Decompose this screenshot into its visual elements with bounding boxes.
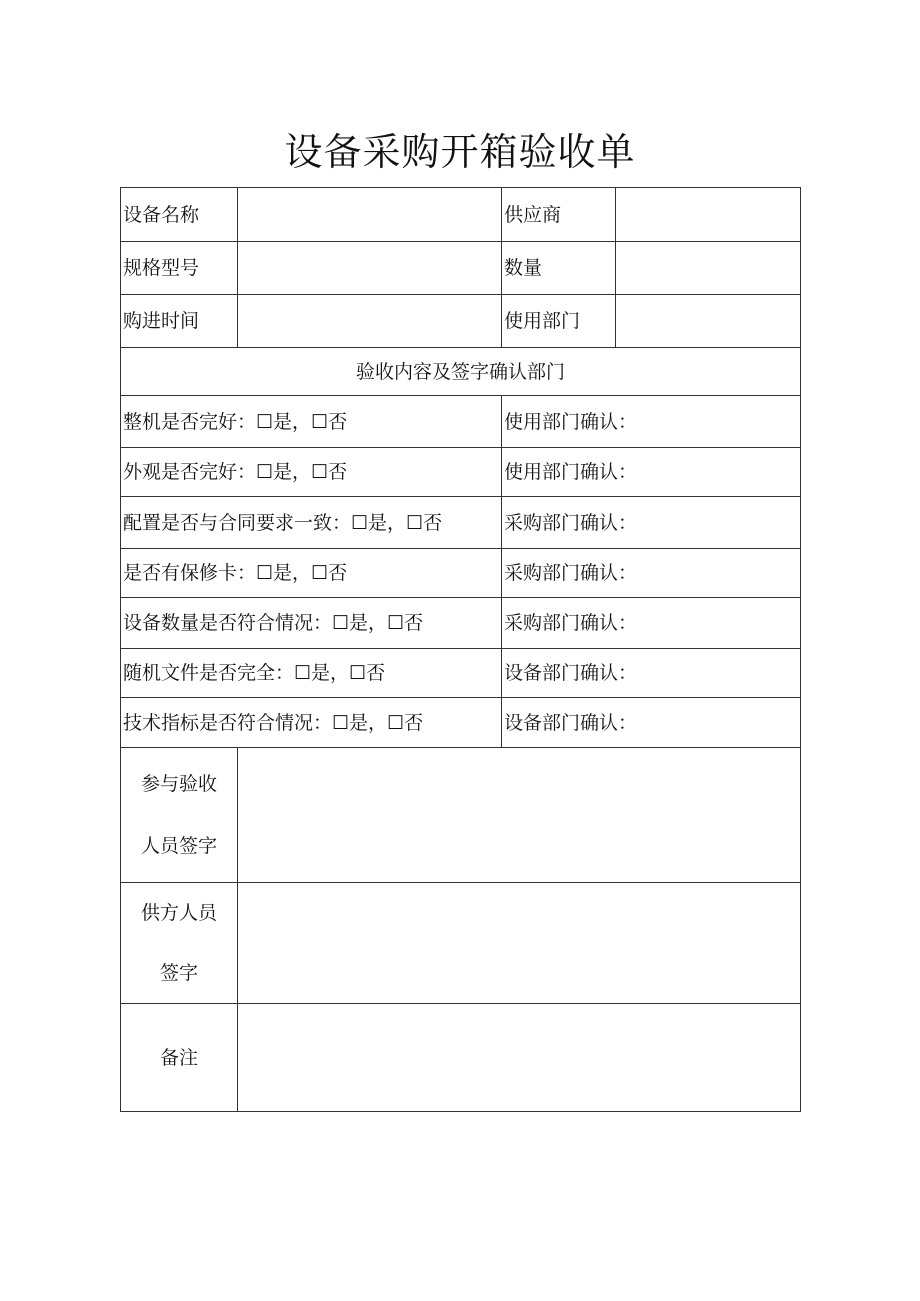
check-confirm-equipment-dept[interactable]: 设备部门确认： bbox=[502, 649, 801, 698]
info-row-equipment-name bbox=[121, 188, 801, 242]
check-row bbox=[121, 396, 801, 448]
check-row bbox=[121, 549, 801, 598]
spec-model-label: 规格型号 bbox=[121, 242, 238, 295]
supplier-signature-field[interactable] bbox=[238, 883, 801, 1004]
info-row-spec-model bbox=[121, 242, 801, 295]
page-title: 设备采购开箱验收单 bbox=[284, 130, 636, 174]
using-department-label: 使用部门 bbox=[502, 295, 616, 348]
section-header-row bbox=[121, 348, 801, 396]
supplier-field[interactable] bbox=[616, 188, 801, 242]
equipment-name-label: 设备名称 bbox=[121, 188, 238, 242]
check-item-appearance[interactable]: 外观是否完好：☐是，☐否 bbox=[121, 448, 502, 497]
info-row-purchase-date bbox=[121, 295, 801, 348]
check-confirm-using-dept[interactable]: 使用部门确认： bbox=[502, 396, 801, 448]
supplier-signature-row bbox=[121, 883, 801, 1004]
purchase-date-label: 购进时间 bbox=[121, 295, 238, 348]
remarks-label: 备注 bbox=[121, 1004, 238, 1112]
supplier-signature-label-line1: 供方人员 bbox=[140, 902, 217, 924]
check-item-whole-unit[interactable]: 整机是否完好：☐是，☐否 bbox=[121, 396, 502, 448]
check-row bbox=[121, 497, 801, 549]
remarks-row bbox=[121, 1004, 801, 1112]
check-item-warranty-card[interactable]: 是否有保修卡：☐是，☐否 bbox=[121, 549, 502, 598]
purchase-date-field[interactable] bbox=[238, 295, 502, 348]
supplier-label: 供应商 bbox=[502, 188, 616, 242]
inspectors-signature-label-line1: 参与验收 bbox=[140, 773, 217, 795]
equipment-name-field[interactable] bbox=[238, 188, 502, 242]
supplier-signature-label-line2: 签字 bbox=[159, 962, 198, 984]
spec-model-field[interactable] bbox=[238, 242, 502, 295]
quantity-label: 数量 bbox=[502, 242, 616, 295]
check-confirm-purchasing-dept[interactable]: 采购部门确认： bbox=[502, 549, 801, 598]
inspectors-signature-label bbox=[121, 748, 238, 883]
check-row bbox=[121, 448, 801, 497]
check-confirm-equipment-dept[interactable]: 设备部门确认： bbox=[502, 698, 801, 748]
using-department-field[interactable] bbox=[616, 295, 801, 348]
acceptance-form-table bbox=[120, 187, 801, 1112]
remarks-field[interactable] bbox=[238, 1004, 801, 1112]
check-row bbox=[121, 598, 801, 649]
check-row bbox=[121, 698, 801, 748]
check-item-quantity[interactable]: 设备数量是否符合情况：☐是，☐否 bbox=[121, 598, 502, 649]
check-confirm-purchasing-dept[interactable]: 采购部门确认： bbox=[502, 497, 801, 549]
check-row bbox=[121, 649, 801, 698]
check-item-documents[interactable]: 随机文件是否完全：☐是，☐否 bbox=[121, 649, 502, 698]
check-confirm-purchasing-dept[interactable]: 采购部门确认： bbox=[502, 598, 801, 649]
check-item-configuration[interactable]: 配置是否与合同要求一致：☐是，☐否 bbox=[121, 497, 502, 549]
inspectors-signature-row bbox=[121, 748, 801, 883]
inspectors-signature-label-line2: 人员签字 bbox=[140, 835, 217, 857]
quantity-field[interactable] bbox=[616, 242, 801, 295]
supplier-signature-label bbox=[121, 883, 238, 1004]
check-item-technical-specs[interactable]: 技术指标是否符合情况：☐是，☐否 bbox=[121, 698, 502, 748]
section-header: 验收内容及签字确认部门 bbox=[121, 348, 801, 396]
inspectors-signature-field[interactable] bbox=[238, 748, 801, 883]
check-confirm-using-dept[interactable]: 使用部门确认： bbox=[502, 448, 801, 497]
